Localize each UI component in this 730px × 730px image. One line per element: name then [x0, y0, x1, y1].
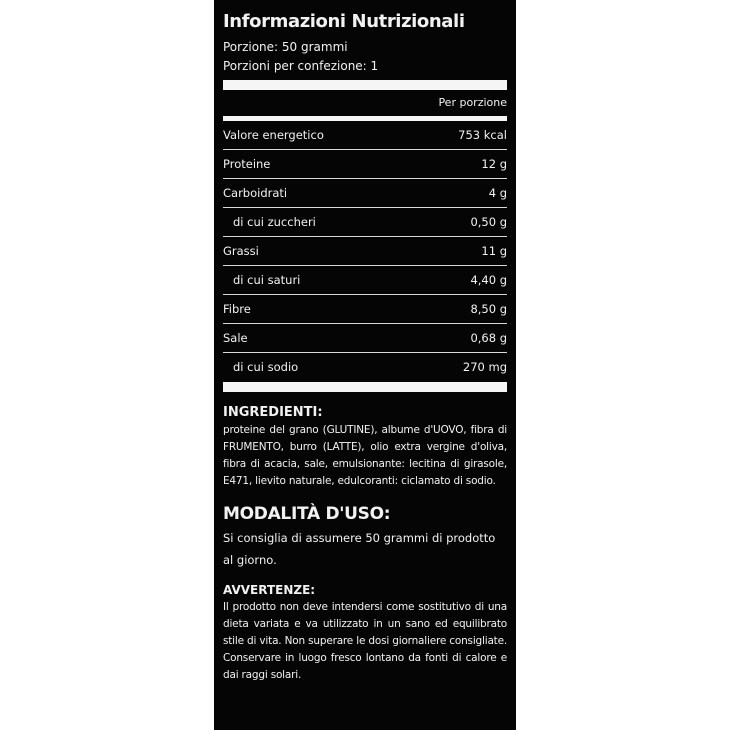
row-value: 270 mg — [462, 360, 507, 374]
table-row — [223, 324, 507, 353]
table-row — [223, 295, 507, 324]
divider-thick — [223, 382, 507, 392]
nutrition-label-content — [223, 0, 507, 684]
usage-text: Si consiglia di assumere 50 grammi di prodotto al giorno. — [223, 531, 496, 567]
row-value: 8,50 g — [470, 302, 507, 316]
row-name: di cui saturi — [233, 273, 301, 287]
ingredients-heading: INGREDIENTI: — [223, 405, 323, 420]
table-row — [223, 266, 507, 295]
row-name: di cui sodio — [233, 360, 299, 374]
table-row — [223, 353, 507, 381]
table-row — [223, 179, 507, 208]
row-value: 753 kcal — [458, 128, 507, 142]
table-row — [223, 150, 507, 179]
column-header: Per porzione — [438, 96, 507, 109]
row-name: Fibre — [223, 302, 251, 316]
ingredients-text: proteine del grano (GLUTINE), albume d'UOVO, fibra di FRUMENTO, burro (LATTE), olio extra vergine d'oliva, fibra di acacia, sale, emulsionante: lecitina di girasole, E471, lievito naturale, edulcoranti: ciclamato di sodio. — [223, 424, 507, 487]
table-row — [223, 237, 507, 266]
label-title: Informazioni Nutrizionali — [223, 11, 465, 32]
row-name: di cui zuccheri — [233, 215, 316, 229]
row-name: Proteine — [223, 157, 271, 171]
warnings-text: Il prodotto non deve intendersi come sostitutivo di una dieta variata e va utilizzato in un sano ed equilibrato stile di vita. Non superare le dosi giornaliere consigliate. Conservare in luogo fresco lontano da fonti di calore e dai raggi solari. — [223, 601, 507, 681]
nutrition-table — [223, 121, 507, 381]
row-value: 11 g — [481, 244, 507, 258]
divider-thick — [223, 80, 507, 90]
row-value: 4,40 g — [470, 273, 507, 287]
servings-per-pack: Porzioni per confezione: 1 — [223, 59, 379, 73]
usage-heading: MODALITÀ D'USO: — [223, 504, 391, 524]
serving-info — [223, 38, 507, 76]
row-value: 0,68 g — [470, 331, 507, 345]
row-name: Carboidrati — [223, 186, 288, 200]
serving-size: Porzione: 50 grammi — [223, 40, 348, 54]
row-name: Sale — [223, 331, 248, 345]
row-value: 0,50 g — [470, 215, 507, 229]
table-row — [223, 121, 507, 150]
row-value: 4 g — [488, 186, 507, 200]
nutrition-label — [214, 0, 516, 730]
row-name: Grassi — [223, 244, 259, 258]
warnings-heading: AVVERTENZE: — [223, 583, 316, 597]
table-row — [223, 208, 507, 237]
row-value: 12 g — [481, 157, 507, 171]
row-name: Valore energetico — [223, 128, 324, 142]
